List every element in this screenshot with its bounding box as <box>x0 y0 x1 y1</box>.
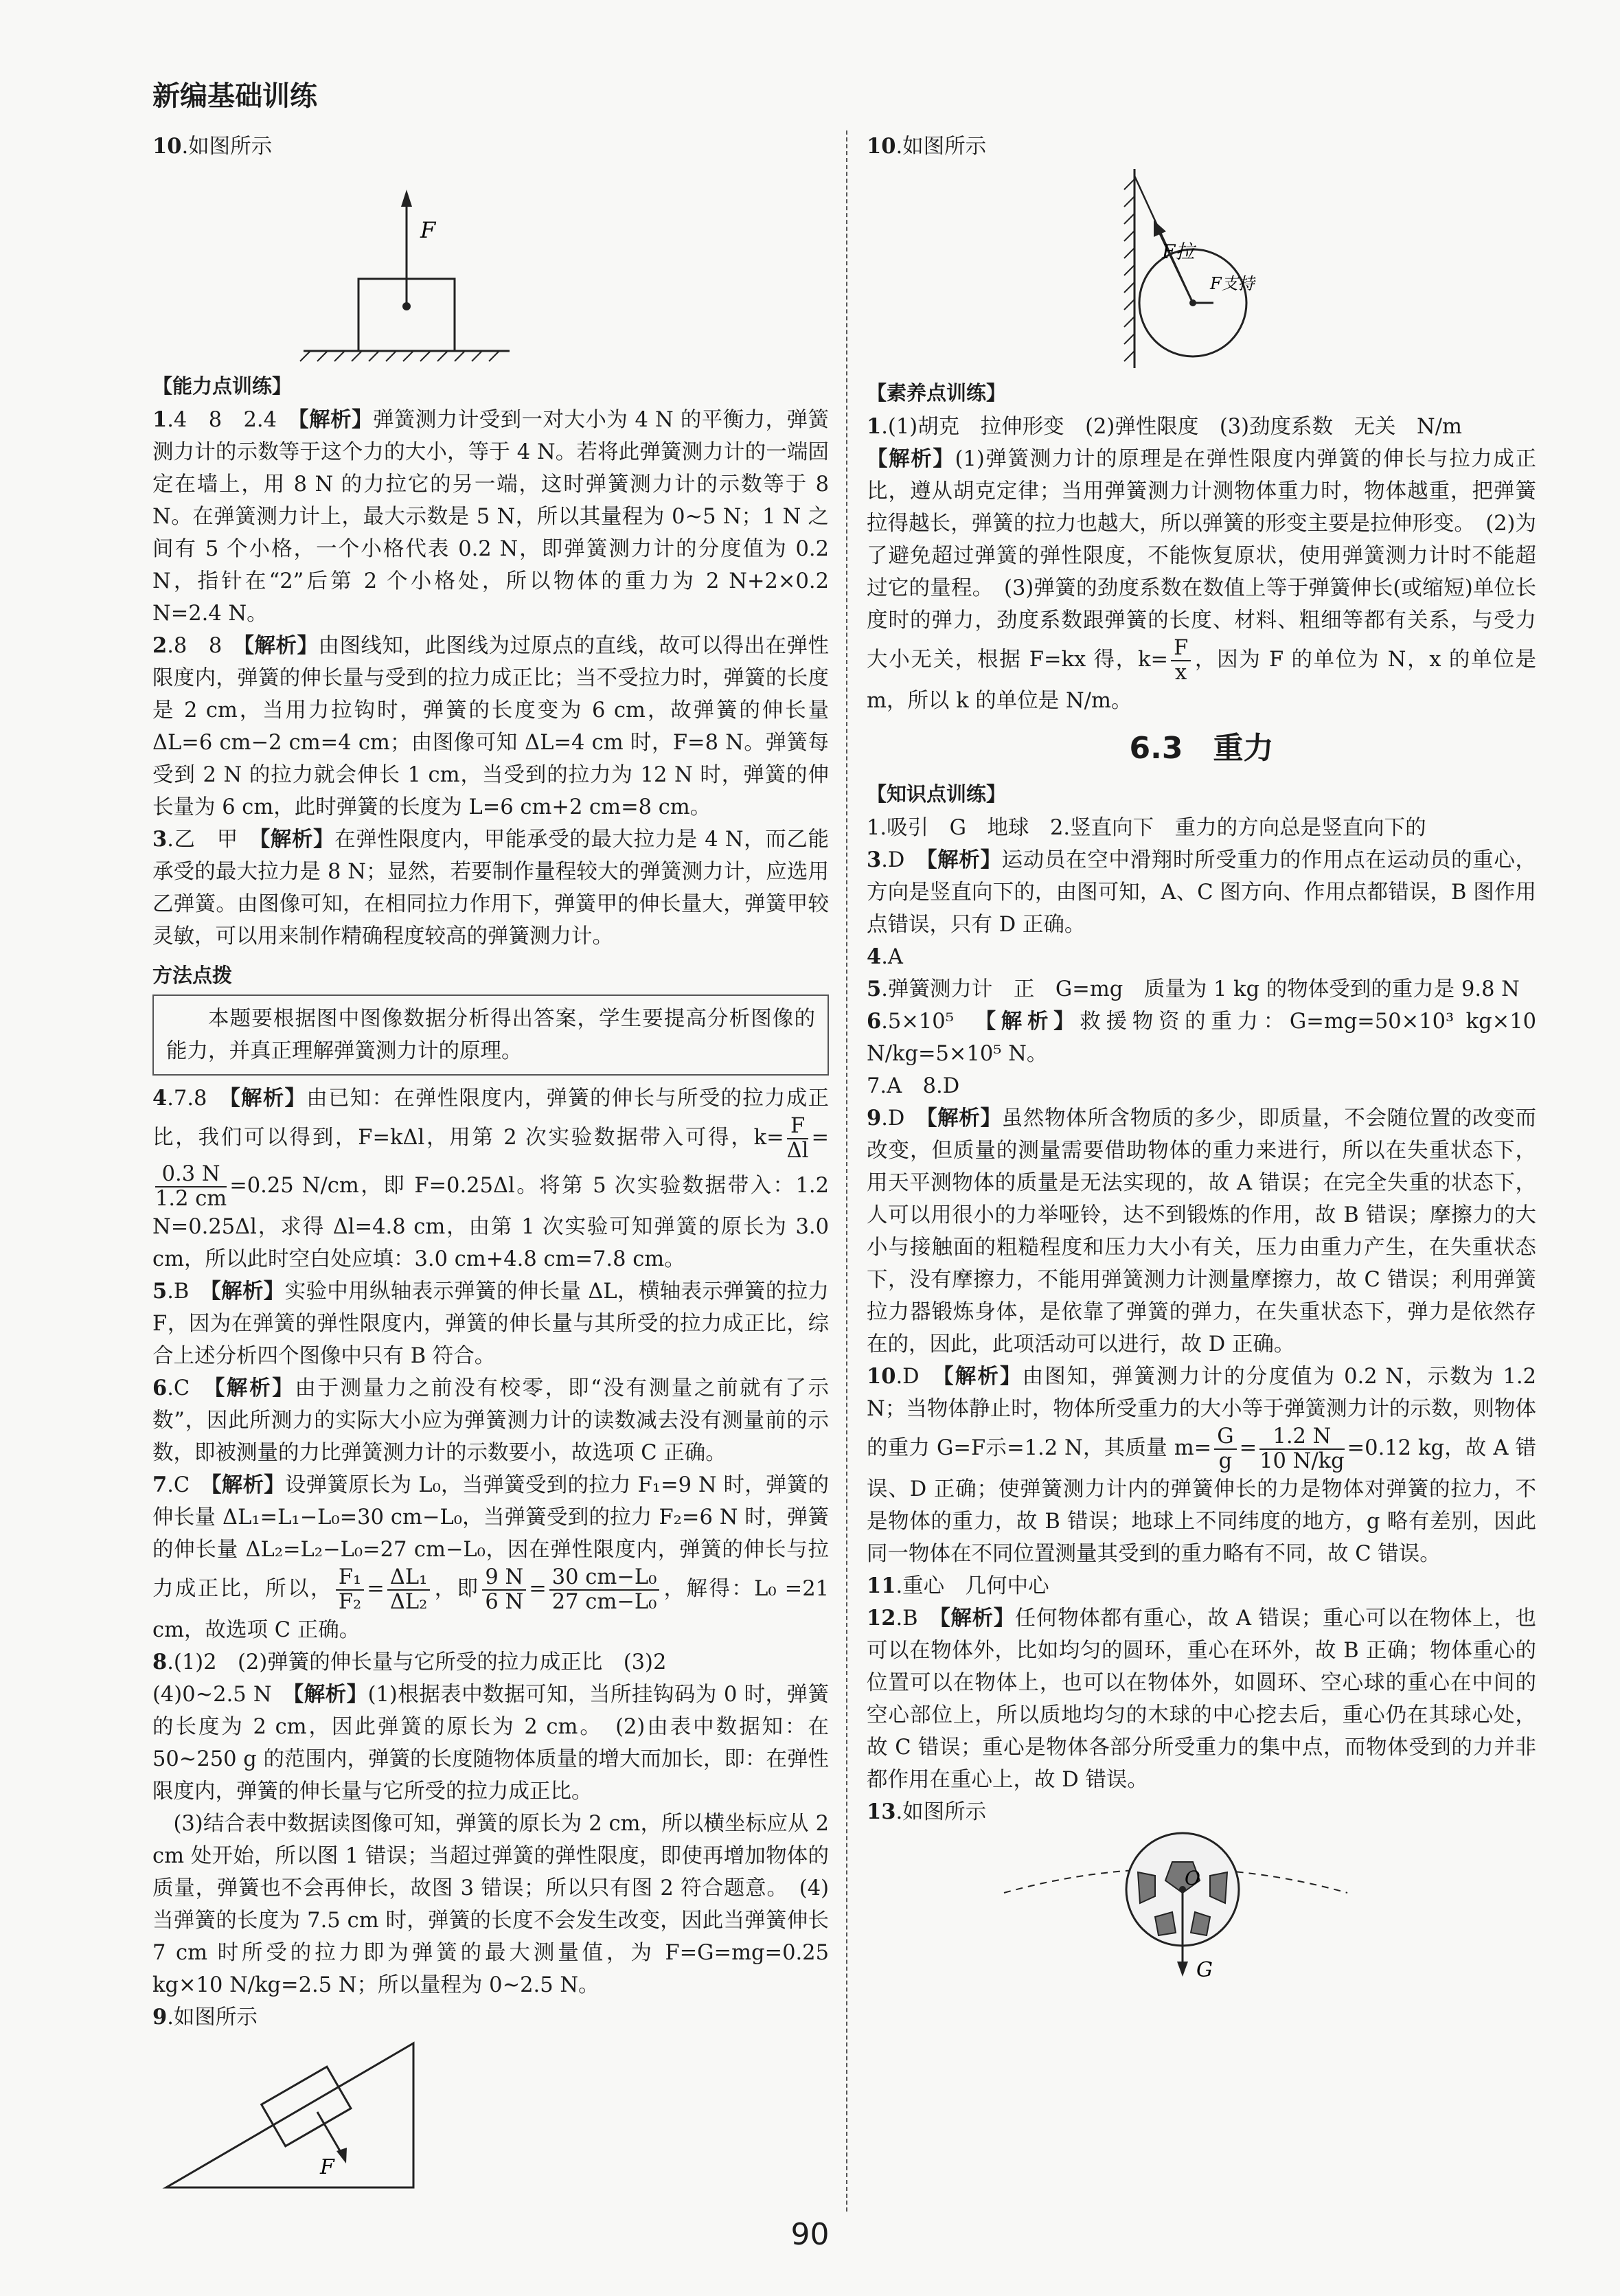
q10-left: 10.如图所示 <box>152 134 273 159</box>
incline-diagram <box>152 2036 633 2194</box>
answer-3: 3.乙 甲 【解析】在弹性限度内，甲能承受的最大拉力是 4 N，而乙能承受的最大拉力是 8 N；显然，若要制作量程较大的弹簧测力计，应选用乙弹簧。由图像可知，在相同拉力作用下，弹簧甲的伸长量大，弹簧甲较灵敏，可以用来制作精确程度较高的弹簧测力计。 <box>152 827 829 948</box>
answer-6: 6.C 【解析】由于测量力之前没有校零，即“没有测量之前就有了示数”，因此所测力的实际大小应为弹簧测力计的读数减去没有测量前的示数，即被测量的力比弹簧测力计的示数要小，故选项 C 正确。 <box>152 1376 830 1465</box>
answer-7: 7.C 【解析】设弹簧原长为 L₀，当弹簧受到的拉力 F₁=9 N 时，弹簧的伸长量 ΔL₁=L₁−L₀=30 cm−L₀，当弹簧受到的拉力 F₂=6 N 时，弹簧的伸长量 ΔL₂=L₂−L₀=27 cm−L₀，因在弹性限度内，弹簧的伸长与拉力成正比，所以， $\frac{\text{F₁}}{\text{F₂}}$ = $\frac{\text{ΔL₁}}{\text{ΔL₂}}$ ，即 $\frac{9 N}{6 N}$ = $\frac{\text{30 cm−L₀}}{\text{27 cm−L₀}}$ ，解得：L₀ =21 cm，故选项 C 正确。 <box>152 1473 830 1642</box>
knowledge-9: 9.D 【解析】虽然物体所含物质的多少，即质量，不会随位置的改变而改变，但质量的测量需要借助物体的重力来进行，所以在失重状态下，用天平测物体的质量是无法实现的，故 A 错误；在完全失重的状态下，人可以用很小的力举哑铃，达不到锻炼的作用，故 B 错误；摩擦力的大小与接触面的粗糙程度和压力大小有关，压力由重力产生，在失重状态下，没有摩擦力，不能用弹簧测力计测量摩擦力，故 C 错误；利用弹簧拉力器锻炼身体，是依靠了弹簧的弹力，在失重状态下，弹力是依然存在的，因此，此项活动可以进行，故 D 正确。 <box>867 1106 1537 1356</box>
knowledge-1-2: 1.吸引 G 地球 2.竖直向下 重力的方向总是竖直向下的 <box>867 816 1426 840</box>
right-column: 10.如图所示 F拉 F支持 【素养点训练】 1.(1)胡克 拉伸形变 (2)弹性限度 (3)劲度系数 无关 N/m 【解析】(1)弹簧测力计的原理是在弹性限度内弹簧的伸长与拉力成正比，遵从胡克定律；当用弹簧测力计测物体重力时，物体越重，把弹簧拉得越长，弹簧的拉力也越大，所以弹簧的形变主要是拉伸形变。 (2)为了避免超过弹簧的弹性限度，不能恢复原状，使用弹簧测力计时不能超过它的量程。 (3)弹簧的劲度系数在数值上等于弹簧伸长(或缩短)单位长度时的弹力，劲度系数跟弹簧的长度、材料、粗细等都有关系，与受力大小无关，根据 F=kx 得，k= $\frac{F}{x}$ ，因为 F 的单位为 N，x 的单位是 m，所以 k 的单位是 N/m。 6.3 重力 【知识点训练】 1.吸引 G 地球 2.竖直向下 重力的方向总是竖直向下的 3.D 【解析】运动员在空中滑翔时所受重力的作用点在运动员的重心，方向是竖直向下的，由图可知，A、C 图方向、作用点都错误，B 图作用点错误，只有 D 正确。 4.A 5.弹簧测力计 正 G=mg 质量为 1 kg 的物体受到的重力是 9.8 N 6.5×10⁵ 【解析】救援物资的重力：G=mg=50×10³ kg×10 N/kg=5×10⁵ N。 7.A 8.D 9.D 【解析】虽然物体所含物质的多少，即质量，不会随位置的改变而改变，但质量的测量需要借助物体的重力来进行，所以在失重状态下，用天平测物体的质量是无法实现的，故 A 错误；在完全失重的状态下，人可以用很小的力举哑铃，达不到锻炼的作用，故 B 错误；摩擦力的大小与接触面的粗糙程度和压力大小有关，压力由重力产生，在失重状态下，没有摩擦力，不能用弹簧测力计测量摩擦力，故 C 错误；利用弹簧拉力器锻炼身体，是依靠了弹簧的弹力，在失重状态下，弹力是依然存在的，因此，此项活动可以进行，故 D 正确。 10.D 【解析】由图知，弹簧测力计的分度值为 0.2 N，示数为 1.2 N；当物体静止时，物体所受重力的大小等于弹簧测力计的示数，则物体的重力 G=F示=1.2 N，其质量 m= $\frac{G}{g}$ = $\frac{1.2 N}{10 N/kg}$ =0.12 kg，故 A 错误、D 正确；使弹簧测力计内的弹簧伸长的力是物体对弹簧的拉力，不是物体的重力，故 B 错误；地球上不同纬度的地方，g 略有差别，因此同一物体在不同位置测量其受到的重力略有不同，故 C 错误。 11.重心 几何中心 12.B 【解析】任何物体都有重心，故 A 错误；重心可以在物体上，也可以在物体外，比如均匀的圆环，重心在环外，故 B 正确；物体重心的位置可以在物体上，也可以在物体外，如圆环、空心球的重心在中间的空心部位上，所以质地均匀的木球的中心挖去后，重心仍在其球心处，故 C 错误；重心是物体各部分所受重力的集中点，而物体受到的力并非都作用在重心上，故 D 错误。 13.如图所示 O G <box>867 130 1536 1994</box>
header-title: 新编基础训练 <box>152 80 317 112</box>
answer-8: 8.(1)2 (2)弹簧的伸长量与它所受的拉力成正比 (3)2 <box>152 1650 667 1674</box>
method-tip-box: 本题要根据图中图像数据分析得出答案，学生要提高分析图像的能力，并真正理解弹簧测力计的原理。 <box>152 994 829 1076</box>
knowledge-4: 4.A <box>867 944 903 969</box>
q9-left: 9.如图所示 <box>152 2005 258 2030</box>
answer-4: 4.7.8 【解析】由已知：在弹性限度内，弹簧的伸长与所受的拉力成正比，我们可以得到，F=kΔl，用第 2 次实验数据带入可得，k= $\frac{F}{\Delta l}$ = $\frac{0.3 N}{1.2 cm}$ =0.25 N/cm，即 F=0.25Δl。将第 5 次实验数据带入：1.2 N=0.25Δl，求得 Δl=4.8 cm，由第 1 次实验可知弹簧的原长为 3.0 cm，所以此时空白处应填：3.0 cm+4.8 cm=7.8 cm。 <box>152 1086 830 1271</box>
center-label: O <box>1185 1867 1200 1889</box>
knowledge-6: 6.5×10⁵ 【解析】救援物资的重力：G=mg=50×10³ kg×10 N/kg=5×10⁵ N。 <box>867 1009 1537 1066</box>
figure-block-force <box>152 166 829 365</box>
method-tip-heading: 方法点拨 <box>152 964 233 987</box>
q10-right: 10.如图所示 <box>867 134 987 159</box>
answer-5: 5.B 【解析】实验中用纵轴表示弹簧的伸长量 ΔL，横轴表示弹簧的拉力 F，因为在弹簧的弹性限度内，弹簧的伸长量与其所受的拉力成正比，综合上述分析四个图像中只有 B 符合。 <box>152 1279 830 1368</box>
knowledge-10: 10.D 【解析】由图知，弹簧测力计的分度值为 0.2 N，示数为 1.2 N；当物体静止时，物体所受重力的大小等于弹簧测力计的示数，则物体的重力 G=F示=1.2 N，其质量 m= $\frac{G}{g}$ = $\frac{1.2 N}{10 N/kg}$ =0.12 kg，故 A 错误、D 正确；使弹簧测力计内的弹簧伸长的力是物体对弹簧的拉力，不是物体的重力，故 B 错误；地球上不同纬度的地方，g 略有差别，因此同一物体在不同位置测量其受到的重力略有不同，故 C 错误。 <box>867 1364 1536 1566</box>
support-force-label: F支持 <box>1210 274 1255 293</box>
section-literacy: 【素养点训练】 <box>867 381 1007 405</box>
page-number: 90 <box>790 2217 830 2252</box>
knowledge-5: 5.弹簧测力计 正 G=mg 质量为 1 kg 的物体受到的重力是 9.8 N <box>867 977 1520 1001</box>
knowledge-3: 3.D 【解析】运动员在空中滑翔时所受重力的作用点在运动员的重心，方向是竖直向下的，由图可知，A、C 图方向、作用点都错误，B 图作用点错误，只有 D 正确。 <box>867 848 1537 937</box>
section-knowledge: 【知识点训练】 <box>867 782 1007 806</box>
knowledge-13: 13.如图所示 <box>867 1799 987 1824</box>
incline-force-label: F <box>320 2155 334 2179</box>
figure-incline <box>152 2036 829 2194</box>
knowledge-12: 12.B 【解析】任何物体都有重心，故 A 错误；重心可以在物体上，也可以在物体外，比如均匀的圆环，重心在环外，故 B 正确；物体重心的位置可以在物体上，也可以在物体外，如圆环、空心球的重心在中间的空心部位上，所以质地均匀的木球的中心挖去后，重心仍在其球心处，故 C 错误；重心是物体各部分所受重力的集中点，而物体受到的力并非都作用在重心上，故 D 错误。 <box>867 1606 1537 1792</box>
literacy-1: 1.(1)胡克 拉伸形变 (2)弹性限度 (3)劲度系数 无关 N/m <box>867 414 1462 439</box>
column-divider <box>846 130 847 2212</box>
knowledge-7-8: 7.A 8.D <box>867 1074 960 1098</box>
figure-football <box>867 1831 1536 1989</box>
left-column: 10.如图所示 F 【能力点训练】 1.4 8 2.4 【解析】弹簧测力计受到一对大小为 4 N 的平衡力，弹簧测力计的示数等于这个力的大小，等于 4 N。若将此弹簧测力计的一端固定在墙上，用 8 N 的力拉它的另一端，这时弹簧测力计的示数等于 8 N。在弹簧测力计上，最大示数是 5 N，所以其量程为 0~5 N；1 N 之间有 5 个小格，一个小格代表 0.2 N，即弹簧测力计的分度值为 0.2 N，指针在“2”后第 2 个小格处，所以物体的重力为 2 N+2×0.2 N=2.4 N。 2.8 8 【解析】由图线知，此图线为过原点的直线，故可以得出在弹性限度内，弹簧的伸长量与受到的拉力成正比；当不受拉力时，弹簧的长度是 2 cm，当用力拉钩时，弹簧的长度变为 6 cm，故弹簧的伸长量 ΔL=6 cm−2 cm=4 cm；由图像可知 ΔL=4 cm 时，F=8 N。弹簧每受到 2 N 的拉力就会伸长 1 cm，当受到的拉力为 12 N 时，弹簧的伸长量为 6 cm，此时弹簧的长度为 L=6 cm+2 cm=8 cm。 3.乙 甲 【解析】在弹性限度内，甲能承受的最大拉力是 4 N，而乙能承受的最大拉力是 8 N；显然，若要制作量程较大的弹簧测力计，应选用乙弹簧。由图像可知，在相同拉力作用下，弹簧甲的伸长量大，弹簧甲较灵敏，可以用来制作精确程度较高的弹簧测力计。 方法点拨 本题要根据图中图像数据分析得出答案，学生要提高分析图像的能力，并真正理解弹簧测力计的原理。 4.7.8 【解析】由已知：在弹性限度内，弹簧的伸长与所受的拉力成正比，我们可以得到，F=kΔl，用第 2 次实验数据带入可得，k= $\frac{F}{\Delta l}$ = $\frac{0.3 N}{1.2 cm}$ =0.25 N/cm，即 F=0.25Δl。将第 5 次实验数据带入：1.2 N=0.25Δl，求得 Δl=4.8 cm，由第 1 次实验可知弹簧的原长为 3.0 cm，所以此时空白处应填：3.0 cm+4.8 cm=7.8 cm。 5.B 【解析】实验中用纵轴表示弹簧的伸长量 ΔL，横轴表示弹簧的拉力 F，因为在弹簧的弹性限度内，弹簧的伸长量与其所受的拉力成正比，综合上述分析四个图像中只有 B 符合。 6.C 【解析】由于测量力之前没有校零，即“没有测量之前就有了示数”，因此所测力的实际大小应为弹簧测力计的读数减去没有测量前的示数，即被测量的力比弹簧测力计的示数要小，故选项 C 正确。 7.C 【解析】设弹簧原长为 L₀，当弹簧受到的拉力 F₁=9 N 时，弹簧的伸长量 ΔL₁=L₁−L₀=30 cm−L₀，当弹簧受到的拉力 F₂=6 N 时，弹簧的伸长量 ΔL₂=L₂−L₀=27 cm−L₀，因在弹性限度内，弹簧的伸长与拉力成正比，所以， $\frac{\text{F₁}}{\text{F₂}}$ = $\frac{\text{ΔL₁}}{\text{ΔL₂}}$ ，即 $\frac{9 N}{6 N}$ = $\frac{\text{30 cm−L₀}}{\text{27 cm−L₀}}$ ，解得：L₀ =21 cm，故选项 C 正确。 8.(1)2 (2)弹簧的伸长量与它所受的拉力成正比 (3)2 (4)0~2.5 N 【解析】(1)根据表中数据可知，当所挂钩码为 0 时，弹簧的长度为 2 cm，因此弹簧的原长为 2 cm。 (2)由表中数据知：在 50~250 g 的范围内，弹簧的长度随物体质量的增大而加长，即：在弹性限度内，弹簧的伸长量与它所受的拉力成正比。 (3)结合表中数据读图像可知，弹簧的原长为 2 cm，所以横坐标应从 2 cm 处开始，所以图 1 错误；当超过弹簧的弹性限度，即使再增加物体的质量，弹簧也不会再伸长，故图 3 错误；所以只有图 2 符合题意。 (4)当弹簧的长度为 7.5 cm 时，弹簧的长度不会发生改变，因此当弹簧伸长 7 cm 时所受的拉力即为弹簧的最大测量值，为 F=G=mg=0.25 kg×10 N/kg=2.5 N；所以量程为 0~2.5 N。 9.如图所示 F <box>152 130 829 2200</box>
football-diagram <box>867 1831 1347 1989</box>
figure-ball-wall <box>867 166 1536 372</box>
gravity-label: G <box>1196 1958 1213 1982</box>
force-label: F <box>420 217 436 243</box>
pull-force-label: F拉 <box>1162 240 1195 263</box>
knowledge-11: 11.重心 几何中心 <box>867 1573 1049 1598</box>
section-title-gravity: 6.3 重力 <box>1129 731 1274 766</box>
section-ability: 【能力点训练】 <box>152 374 293 398</box>
ball-wall-diagram <box>867 166 1255 372</box>
block-force-diagram <box>152 166 537 365</box>
answer-2: 2.8 8 【解析】由图线知，此图线为过原点的直线，故可以得出在弹性限度内，弹簧的伸长量与受到的拉力成正比；当不受拉力时，弹簧的长度是 2 cm，当用力拉钩时，弹簧的长度变为 6 cm，故弹簧的伸长量 ΔL=6 cm−2 cm=4 cm；由图像可知 ΔL=4 cm 时，F=8 N。弹簧每受到 2 N 的拉力就会伸长 1 cm，当受到的拉力为 12 N 时，弹簧的伸长量为 6 cm，此时弹簧的长度为 L=6 cm+2 cm=8 cm。 <box>152 633 829 819</box>
answer-1: 1.4 8 2.4 【解析】弹簧测力计受到一对大小为 4 N 的平衡力，弹簧测力计的示数等于这个力的大小，等于 4 N。若将此弹簧测力计的一端固定在墙上，用 8 N 的力拉它的另一端，这时弹簧测力计的示数等于 8 N。在弹簧测力计上，最大示数是 5 N，所以其量程为 0~5 N；1 N 之间有 5 个小格，一个小格代表 0.2 N，即弹簧测力计的分度值为 0.2 N，指针在“2”后第 2 个小格处，所以物体的重力为 2 N+2×0.2 N=2.4 N。 <box>152 407 830 626</box>
